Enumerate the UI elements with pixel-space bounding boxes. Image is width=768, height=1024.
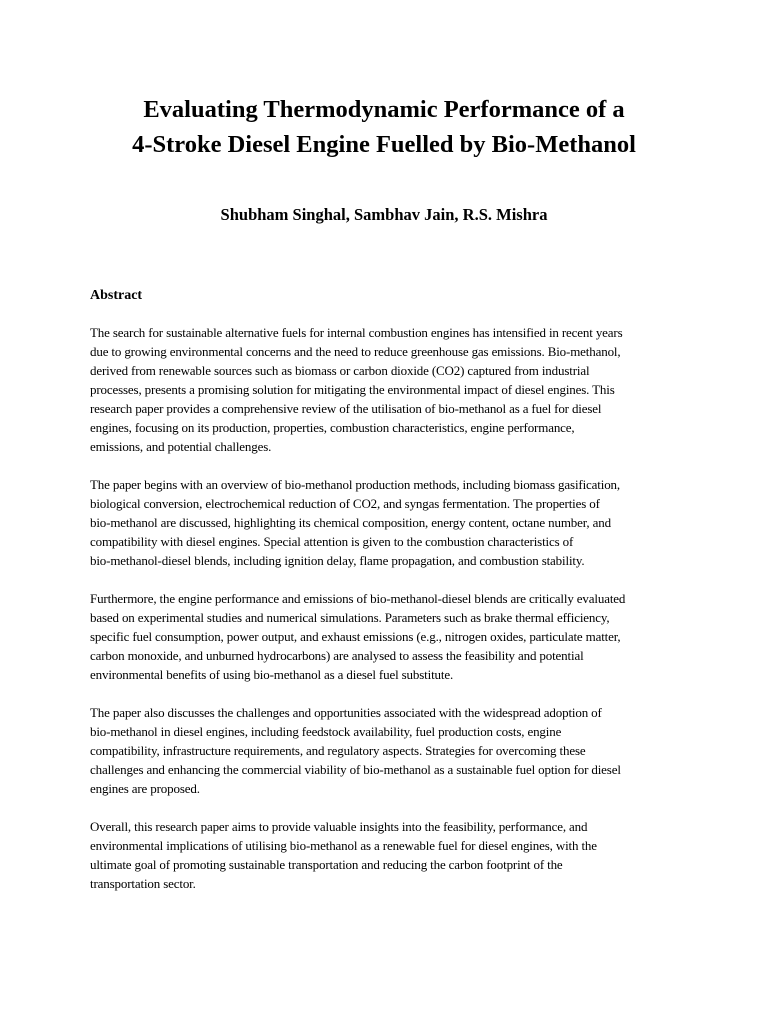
paragraph-line: specific fuel consumption, power output, and exhaust emissions (e.g., nitrogen oxides, particulate matter,: [90, 629, 621, 644]
paragraph-line: Furthermore, the engine performance and emissions of bio-methanol-diesel blends are critically evaluated: [90, 591, 626, 606]
paragraph-line: engines, focusing on its production, properties, combustion characteristics, engine performance,: [90, 420, 575, 435]
paragraph-line: emissions, and potential challenges.: [90, 439, 272, 454]
paragraph-line: environmental benefits of using bio-methanol as a diesel fuel substitute.: [90, 667, 454, 682]
paragraph-line: biological conversion, electrochemical reduction of CO2, and syngas fermentation. The properties of: [90, 496, 600, 511]
paragraph-line: The search for sustainable alternative fuels for internal combustion engines has intensified in recent years: [90, 325, 623, 340]
paragraph-line: compatibility, infrastructure requirements, and regulatory aspects. Strategies for overcoming these: [90, 743, 586, 758]
abstract-heading: Abstract: [90, 288, 143, 303]
paragraph-line: The paper begins with an overview of bio-methanol production methods, including biomass gasification,: [90, 477, 621, 492]
paragraph-line: environmental implications of utilising bio-methanol as a renewable fuel for diesel engines, with the: [90, 838, 597, 853]
paragraph-line: derived from renewable sources such as biomass or carbon dioxide (CO2) captured from industrial: [90, 363, 590, 378]
paragraph-line: engines are proposed.: [90, 781, 200, 796]
abstract-section: [90, 286, 680, 912]
paragraph-line: ultimate goal of promoting sustainable transportation and reducing the carbon footprint of the: [90, 857, 563, 872]
paragraph-line: compatibility with diesel engines. Special attention is given to the combustion characteristics of: [90, 534, 574, 549]
abstract-paragraph: [90, 323, 680, 456]
abstract-paragraph: [90, 475, 680, 570]
paragraph-line: challenges and enhancing the commercial viability of bio-methanol as a sustainable fuel option for diesel: [90, 762, 621, 777]
paper-title-line: 4-Stroke Diesel Engine Fuelled by Bio-Methanol: [132, 131, 636, 158]
paper-title: [40, 92, 728, 162]
paragraph-line: bio-methanol are discussed, highlighting its chemical composition, energy content, octane number, and: [90, 515, 611, 530]
paragraph-line: transportation sector.: [90, 876, 196, 891]
paragraph-line: based on experimental studies and numerical simulations. Parameters such as brake thermal efficiency,: [90, 610, 610, 625]
paragraph-line: research paper provides a comprehensive review of the utilisation of bio-methanol as a fuel for diesel: [90, 401, 602, 416]
paragraph-line: processes, presents a promising solution for mitigating the environmental impact of diesel engines. This: [90, 382, 615, 397]
abstract-paragraph: [90, 817, 680, 893]
paragraph-line: carbon monoxide, and unburned hydrocarbons) are analysed to assess the feasibility and potential: [90, 648, 584, 663]
paper-authors: Shubham Singhal, Sambhav Jain, R.S. Mishra: [220, 205, 548, 224]
paragraph-line: bio-methanol-diesel blends, including ignition delay, flame propagation, and combustion stability.: [90, 553, 585, 568]
abstract-paragraph: [90, 589, 680, 684]
abstract-paragraph: [90, 703, 680, 798]
paragraph-line: The paper also discusses the challenges and opportunities associated with the widespread adoption of: [90, 705, 602, 720]
paragraph-line: Overall, this research paper aims to provide valuable insights into the feasibility, performance, and: [90, 819, 588, 834]
paper-title-line: Evaluating Thermodynamic Performance of a: [143, 96, 625, 123]
paragraph-line: bio-methanol in diesel engines, including feedstock availability, fuel production costs, engine: [90, 724, 562, 739]
paragraph-line: due to growing environmental concerns and the need to reduce greenhouse gas emissions. Bio-methanol,: [90, 344, 621, 359]
